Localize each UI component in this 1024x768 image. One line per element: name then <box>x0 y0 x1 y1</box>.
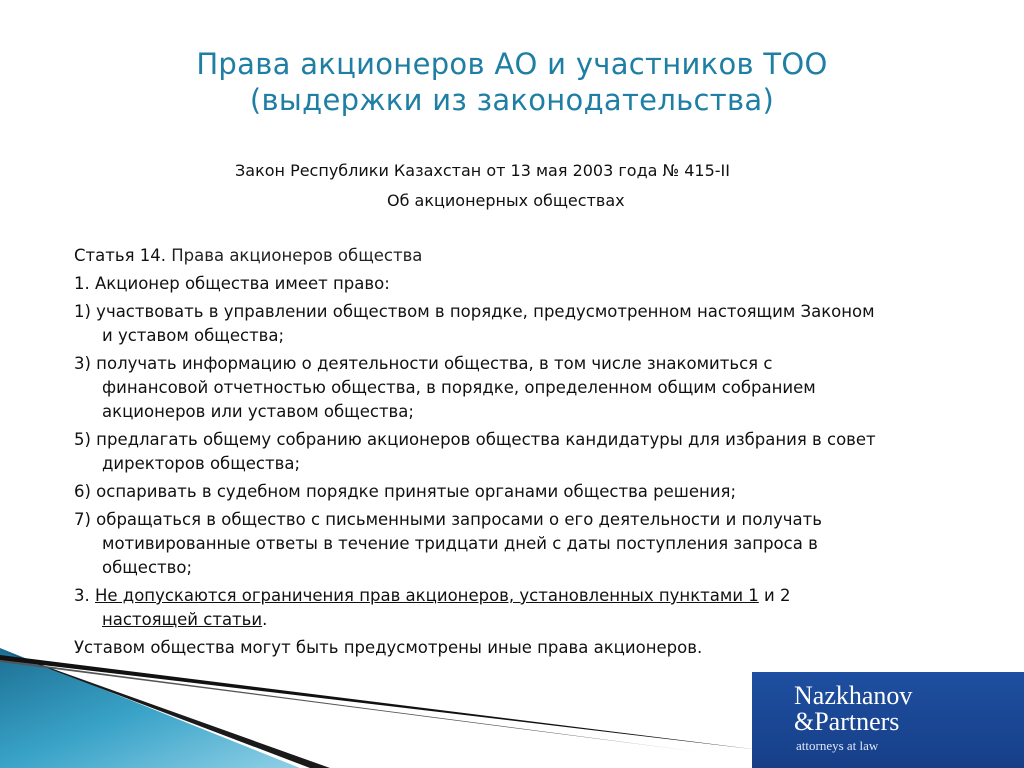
right-item-line: мотивированные ответы в течение тридцати дней с даты поступления запроса в <box>102 534 818 553</box>
law-subject: Об акционерных обществах <box>387 191 625 210</box>
article-number: Статья 14. <box>74 246 166 265</box>
right-item-line: 3) получать информацию о деятельности общества, в том числе знакомиться с <box>74 354 773 373</box>
item3-prefix: 3. <box>74 586 90 605</box>
article-heading <box>74 244 1004 268</box>
right-item-line: общество; <box>102 558 193 577</box>
item3-end: . <box>262 610 268 629</box>
item1-intro: 1. Акционер общества имеет право: <box>74 274 390 293</box>
right-item-line: 6) оспаривать в судебном порядке принятые органами общества решения; <box>74 482 737 501</box>
right-item-line: и уставом общества; <box>102 326 285 345</box>
slide-title-line2: (выдержки из законодательства) <box>249 83 775 117</box>
slide-title-line1: Права акционеров АО и участников ТОО <box>196 47 828 81</box>
right-item-line: финансовой отчетностью общества, в порядке, определенном общим собранием <box>102 378 816 397</box>
right-item-line: акционеров или уставом общества; <box>102 402 414 421</box>
right-item <box>74 300 1004 348</box>
logo-name-line1: Nazkhanov <box>794 681 913 710</box>
law-reference <box>0 156 1024 216</box>
right-item-line: 1) участвовать в управлении обществом в порядке, предусмотренном настоящим Законом <box>74 302 875 321</box>
item3-underlined-text: Не допускаются ограничения прав акционеров, установленных пунктами 1 <box>95 586 759 605</box>
right-item <box>74 508 1004 580</box>
right-item <box>74 480 1004 504</box>
article-name: Права акционеров общества <box>171 246 423 265</box>
right-item <box>74 428 1004 476</box>
logo-tagline: attorneys at law <box>796 738 879 753</box>
logo-name-line2: &Partners <box>794 707 900 736</box>
right-item-line: 7) обращаться в общество с письменными запросами о его деятельности и получать <box>74 510 822 529</box>
right-item-line: 5) предлагать общему собранию акционеров общества кандидатуры для избрания в совет <box>74 430 876 449</box>
item3-mid-text: и 2 <box>758 586 791 605</box>
law-name: Закон Республики Казахстан от 13 мая 2003 года № 415-II <box>235 161 730 180</box>
item3-underlined-text-2: настоящей статьи <box>102 610 263 629</box>
article-body <box>74 244 1004 660</box>
right-item <box>74 352 1004 424</box>
slide-title <box>0 46 1024 118</box>
corner-decoration <box>0 620 780 768</box>
closing-statement: Уставом общества могут быть предусмотрены иные права акционеров. <box>74 638 703 657</box>
company-logo <box>752 672 1024 768</box>
right-item-line: директоров общества; <box>102 454 301 473</box>
